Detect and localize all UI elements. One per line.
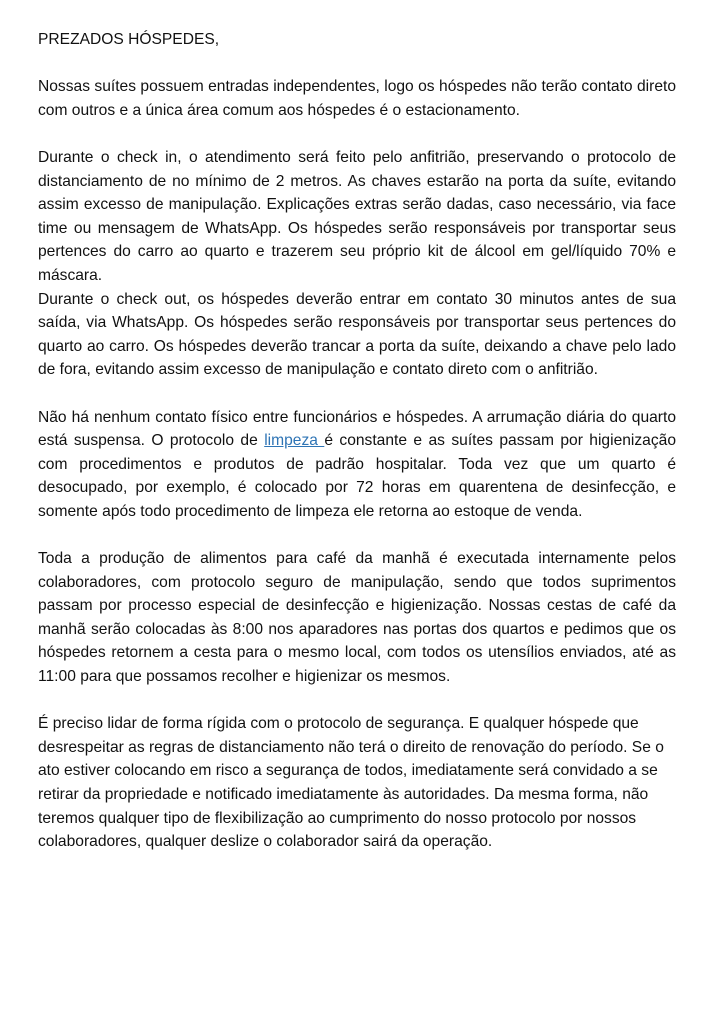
paragraph-check-out: Durante o check out, os hóspedes deverão entrar em contato 30 minutos antes de sua saída, via WhatsApp. Os hóspedes serão responsáveis por transportar seus pertences do quarto ao carro. Os hóspedes deverão trancar a porta da suíte, deixando a chave pelo lado de fora, evitando assim excesso de manipulação e contato direto com o anfitrião.	[38, 290, 676, 379]
paragraph-safety-rules: É preciso lidar de forma rígida com o protocolo de segurança. E qualquer hóspede que desrespeitar as regras de distanciamento não terá o direito de renovação do período. Se o ato estiver colocando em risco a segurança de todos, imediatamente será convidado a se retirar da propriedade e notificado imediatamente às autoridades. Da mesma forma, não teremos qualquer tipo de flexibilização ao cumprimento do nosso protocolo por nossos colaboradores, qualquer deslize o colaborador sairá da operação.	[38, 715, 664, 851]
document-greeting: PREZADOS HÓSPEDES,	[38, 31, 220, 48]
paragraph-entrances: Nossas suítes possuem entradas independentes, logo os hóspedes não terão contato direto com outros e a única área comum aos hóspedes é o estacionamento.	[38, 78, 676, 119]
paragraph-cleaning-text-start: Não há nenhum contato físico entre funcionários e hóspedes. A arrumação diária do quarto está suspensa. O protocolo de	[38, 408, 676, 450]
cleaning-link[interactable]: limpeza	[264, 432, 325, 450]
paragraph-breakfast: Toda a produção de alimentos para café da manhã é executada internamente pelos colaboradores, com protocolo seguro de manipulação, sendo que todos suprimentos passam por processo especial de desinfecção e higienização. Nossas cestas de café da manhã serão colocadas às 8:00 nos aparadores nas portas dos quartos e pedimos que os hóspedes retornem a cesta para o mesmo local, com todos os utensílios enviados, até as 11:00 para que possamos recolher e higienizar os mesmos.	[38, 550, 676, 686]
paragraph-check-in: Durante o check in, o atendimento será feito pelo anfitrião, preservando o protocolo de distanciamento de no mínimo de 2 metros. As chaves estarão na porta da suíte, evitando assim excesso de manipulação. Explicações extras serão dadas, caso necessário, via face time ou mensagem de WhatsApp. Os hóspedes serão responsáveis por transportar seus pertences do carro ao quarto e trazerem seu próprio kit de álcool em gel/líquido 70% e máscara.	[38, 148, 676, 284]
paragraph-cleaning-text-end: é constante e as suítes passam por higienização com procedimentos e produtos de padrão hospitalar. Toda vez que um quarto é desocupado, por exemplo, é colocado por 72 horas em quarentena de desinfecção, e somente após todo procedimento de limpeza ele retorna ao estoque de venda.	[38, 432, 676, 520]
document-body	[38, 28, 676, 854]
paragraph-cleaning	[38, 406, 676, 524]
